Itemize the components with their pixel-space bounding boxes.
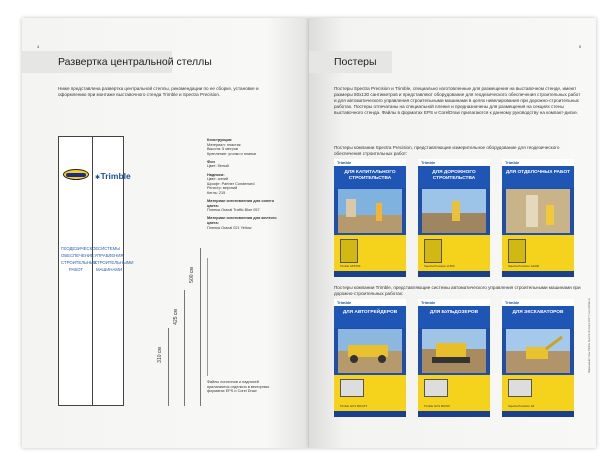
construction-site-photo [338, 189, 402, 233]
poster-capital-construction: Trimble ДЛЯ КАПИТАЛЬНОГО СТРОИТЕЛЬСТВА Trimble SPS700 [334, 159, 406, 277]
spine-footer-text: Фирменный стиль Trimble Spectra Precision 2007 | www.trimble.ru [588, 298, 591, 373]
left-page-number: 4 [37, 44, 40, 49]
poster-road-construction: Trimble ДЛЯ ДОРОЖНОГО СТРОИТЕЛЬСТВА Spectra Precision LL500 [418, 159, 490, 277]
trimble-logo: ✱Trimble [95, 171, 131, 181]
trimble-posters-row [334, 299, 574, 417]
dimension-line-425 [184, 290, 185, 406]
dimension-label-425: 425 см [172, 309, 179, 325]
motor-grader-photo [338, 329, 402, 373]
poster-bulldozers: Trimble ДЛЯ БУЛЬДОЗЕРОВ Trimble GCS 900 D6 [418, 299, 490, 417]
stele-drawing [58, 136, 134, 406]
dimension-line-500 [200, 248, 201, 406]
right-page [309, 18, 596, 448]
stele-divider [92, 137, 93, 405]
left-page [22, 18, 309, 448]
spec-lettering: Надписи: Цвет: синий Шрифт: Partner Condensed Регистр: верхний Кегль: 215 [207, 172, 255, 195]
dimension-line-310 [168, 328, 169, 406]
right-page-title: Постеры [334, 56, 377, 68]
posters-intro-text: Постеры Spectra Precision и Trimble, специально изготовленные для размещения на выставочном стенде, имеют размеры 80х130 сантиметров и представляют оборудование для геодезического обеспечения строительных работ и для автоматического управления строительными машинами в целях нивелирования при дорожно-строительных работах. Постеры отпечатаны на специальной пленке и предназначены для размещения на секциях стены выставочного стенда. Файлы в форматах EPS и CorelDraw прилагаются к данному руководству на компакт-диске. [334, 86, 581, 115]
dimension-label-500: 500 см [188, 267, 195, 283]
spec-background: Фон Цвет: белый [207, 159, 229, 169]
stele-right-text: СИСТЕМЫ УПРАВЛЕНИЯ СТРОИТЕЛЬНЫМИ МАШИНАМИ [94, 246, 134, 272]
stele-left-text: ГЕОДЕЗИЧЕСКОЕ ОБЕСПЕЧЕНИЕ СТРОИТЕЛЬНЫХ РАБОТ [61, 246, 99, 272]
trimble-posters-caption: Постеры компании Trimble, представляющие системы автоматического управления строительными машинами при дорожно-строительных работах: [334, 285, 581, 296]
bulldozer-photo [422, 329, 486, 373]
stele-specs [207, 138, 287, 234]
poster-motor-graders: Trimble ДЛЯ АВТОГРЕЙДЕРОВ Trimble GCS 900 AT3 [334, 299, 406, 417]
poster-excavators: Trimble ДЛЯ ЭКСКАВАТОРОВ Spectra Precision LR [502, 299, 574, 417]
spec-construction: Конструкция: Материал: пластик Высота: 5 метров Крепление: уголки и планки [207, 138, 256, 156]
dimension-label-310: 310 см [156, 347, 163, 363]
right-page-number: 5 [578, 44, 581, 49]
spec-connector-line [207, 258, 208, 376]
spectra-precision-logo [63, 169, 89, 180]
road-works-photo [422, 189, 486, 233]
spec-blue-material: Материал изготовления для синего цвета: Пленка Oracal Traffic Blue 057 [207, 199, 275, 213]
poster-finishing-works: Trimble ДЛЯ ОТДЕЛОЧНЫХ РАБОТ Spectra Precision GL600 [502, 159, 574, 277]
spec-yellow-material: Материал изготовления для желтого цвета: Пленка Oracal 021 Yellow [207, 216, 277, 230]
spectra-posters-row [334, 159, 574, 277]
left-intro-text: Ниже представлена развертка центральной стеллы, рекомендации по ее сборке, установке и оформлению при монтаже выставочного стенда Trimble и Spectra Precision. [58, 86, 259, 97]
brochure-spread [22, 18, 596, 448]
left-page-title: Развертка центральной стеллы [58, 56, 212, 68]
excavator-photo [506, 329, 570, 373]
spectra-posters-caption: Постеры компании Spectra Precision, представляющие измерительное оборудование для геодезического обеспечения строительных работ: [334, 145, 560, 156]
interior-works-photo [506, 189, 570, 233]
logo-files-footnote: Файлы логотипов и надписей прилагаются отдельно в векторных форматах EPS и Corel Draw [207, 380, 270, 394]
